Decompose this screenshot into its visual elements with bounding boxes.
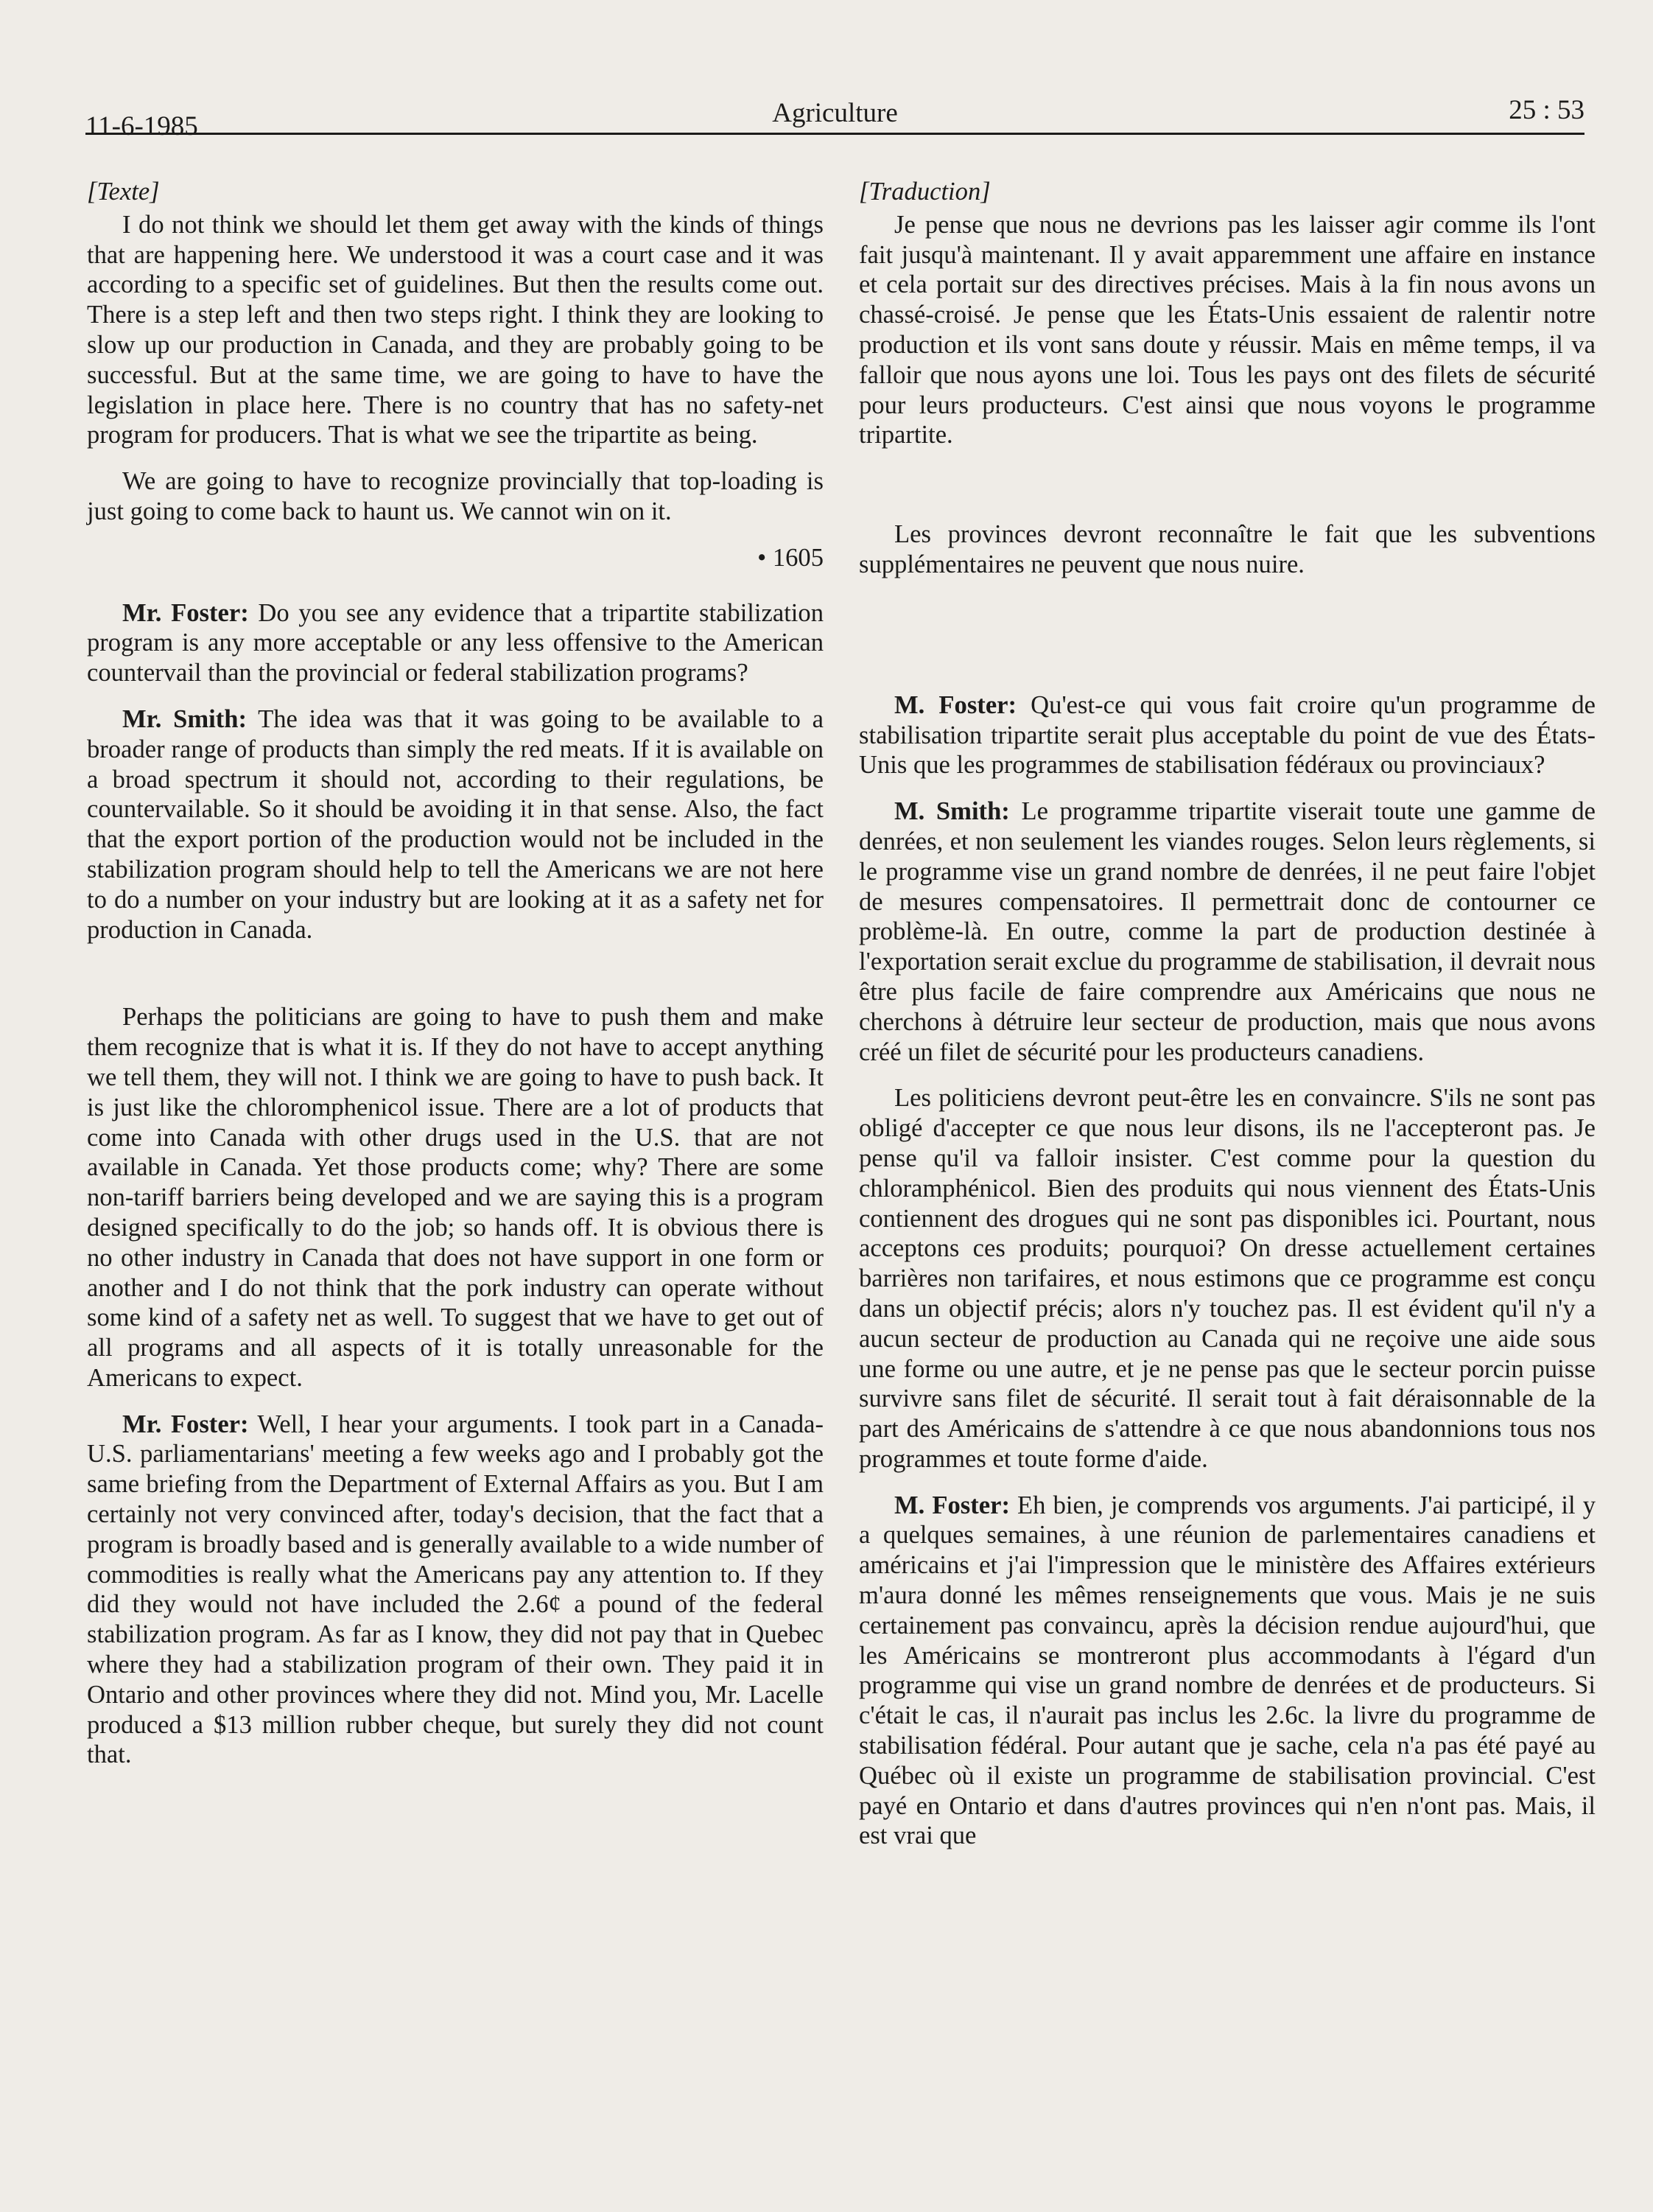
paragraph: Les provinces devront reconnaître le fait que les subventions supplémentaires ne peuvent que nous nuire. bbox=[859, 520, 1596, 578]
speech-text: Well, I hear your arguments. I took part in a Canada-U.S. parliamentarians' meeting a few weeks ago and I probably got the same briefing from the Department of External Affairs as you. But I am certainly not very convinced after, today's decision, that the fact that a program is broadly based and is generally available to a wide number of commodities is really what the Americans pay any attention to. If they did they would not have included the 2.6¢ a pound of the federal stabilization program. As far as I know, they did not pay that in Quebec where they had a stabilization program of their own. They paid it in Ontario and other provinces where they did not. Mind you, Mr. Lacelle produced a $13 million rubber cheque, but surely they did not count that. bbox=[87, 1410, 824, 1769]
speaker-name: M. Smith: bbox=[894, 797, 1010, 826]
speaker-name: Mr. Foster: bbox=[122, 1410, 249, 1438]
page-header bbox=[85, 94, 1584, 141]
speaker-paragraph bbox=[87, 1410, 824, 1771]
speaker-name: Mr. Smith: bbox=[122, 704, 248, 733]
speaker-paragraph bbox=[859, 690, 1596, 780]
section-tag: [Texte] bbox=[87, 178, 160, 206]
speaker-paragraph bbox=[87, 598, 824, 688]
english-column bbox=[87, 177, 824, 1786]
paragraph: Les politiciens devront peut-être les en convaincre. S'ils ne sont pas obligé d'accepter ce que nous leur disons, ils ne l'accepteront pas. Je pense qu'il va falloir insister. C'est comme pour la question du chloramphénicol. Bien des produits qui nous viennent des États-Unis contiennent des drogues qui ne sont pas disponibles ici. Pourtant, nous acceptons ces produits; pourquoi? On dresse actuellement certaines barrières non tarifaires, et nous estimons que ce programme est conçu dans un objectif précis; alors n'y touchez pas. Il est évident qu'il n'y a aucun secteur de production au Canada qui ne reçoive une aide sous une forme ou une autre, et je ne pense pas que le secteur porcin puisse survivre sans filet de sécurité. Il serait tout à fait déraisonnable de la part des Américains de s'attendre à ce que nous abandonnions tous nos programmes et toute forme d'aide. bbox=[859, 1084, 1596, 1473]
header-title: Agriculture bbox=[772, 98, 898, 128]
french-column bbox=[859, 177, 1596, 1867]
speech-text: Le programme tripartite viserait toute une gamme de denrées, et non seulement les viandes rouges. Selon leurs règlements, si le programme vise un grand nombre de denrées, il ne peut faire l'objet de mesures compensatoires. Il permettrait donc de contourner ce problème-là. En outre, comme la part de production destinée à l'exportation serait exclue du programme de stabilisation, il devrait nous être plus facile de faire comprendre aux Américains que nous ne cherchons à détruire leur secteur de production, mais que nous avons créé un filet de sécurité pour les producteurs canadiens. bbox=[859, 797, 1596, 1066]
time-marker: • 1605 bbox=[757, 543, 824, 572]
header-date: 11-6-1985 bbox=[85, 111, 198, 141]
speech-text: Eh bien, je comprends vos arguments. J'ai participé, il y a quelques semaines, à une réunion de parlementaires canadiens et américains et j'ai l'impression que le ministère des Affaires extérieurs m'aura donné les mêmes renseignements que vous. Mais je ne suis certainement pas convaincu, après la décision rendue aujourd'hui, que les Américains se montreront plus accommodants à l'égard d'un programme qui vise un grand nombre de denrées et de producteurs. Si c'était le cas, il n'aurait pas inclus les 2.6c. la livre du programme de stabilisation fédéral. Pour autant que je sache, cela n'a pas été payé au Québec où il existe un programme de stabilisation provincial. C'est payé en Ontario et dans d'autres provinces qui n'en n'ont pas. Mais, il est vrai que bbox=[859, 1491, 1596, 1850]
paragraph: I do not think we should let them get away with the kinds of things that are happening here. We understood it was a court case and it was according to a specific set of guidelines. But then the results come out. There is a step left and then two steps right. I think they are looking to slow up our production in Canada, and they are probably going to be successful. But at the same time, we are going to have to have the legislation in place here. There is no country that has no safety-net program for producers. That is what we see the tripartite as being. bbox=[87, 210, 824, 449]
speaker-name: M. Foster: bbox=[894, 690, 1017, 719]
speaker-paragraph bbox=[859, 1491, 1596, 1852]
speaker-paragraph bbox=[87, 704, 824, 945]
speaker-name: Mr. Foster: bbox=[122, 598, 249, 627]
section-tag: [Traduction] bbox=[859, 178, 991, 206]
spacer bbox=[859, 466, 1596, 519]
paragraph: Perhaps the politicians are going to have to push them and make them recognize that is what it is. If they do not have to accept anything we tell them, they will not. I think we are going to have to push back. It is just like the chloromphenicol issue. There are a lot of products that come into Canada with other drugs used in the U.S. that are not available in Canada. Yet those products come; why? There are some non-tariff barriers being developed and we are saying this is a program designed specifically to do the job; so hands off. It is obvious there is no other industry in Canada that does not have support in one form or another and I do not think that the pork industry can operate without some kind of a safety net as well. To suggest that we have to get out of all programs and all aspects of it is totally unreasonable for the Americans to expect. bbox=[87, 1003, 824, 1392]
header-page-number: 25 : 53 bbox=[1509, 95, 1584, 125]
spacer bbox=[87, 961, 824, 1002]
speech-text: Qu'est-ce qui vous fait croire qu'un programme de stabilisation tripartite serait plus acceptable du point de vue des États-Unis que les programmes de stabilisation fédéraux ou provinciaux? bbox=[859, 690, 1596, 780]
spacer bbox=[859, 596, 1596, 649]
speech-text: Do you see any evidence that a tripartite stabilization program is any more acceptable or any less offensive to the American countervail than the provincial or federal stabilization programs? bbox=[87, 598, 824, 687]
paragraph: Je pense que nous ne devrions pas les laisser agir comme ils l'ont fait jusqu'à maintenant. Il y avait apparemment une affaire en instance et cela portait sur des directives précises. Mais à la fin nous avons un chassé-croisé. Je pense que les États-Unis essaient de ralentir notre production et ils vont sans doute y réussir. Mais en même temps, il va falloir que nous ayons une loi. Tous les pays ont des filets de sécurité pour leurs producteurs. C'est ainsi que nous voyons le programme tripartite. bbox=[859, 210, 1596, 449]
spacer bbox=[859, 649, 1596, 690]
speaker-name: M. Foster: bbox=[894, 1491, 1010, 1519]
speech-text: The idea was that it was going to be available to a broader range of products than simply the red meats. If it is available on a broad spectrum it should not, according to their regulations, be countervailable. So it should be avoiding it in that sense. Also, the fact that the export portion of the production would not be included in the stabilization program should help to tell the Americans we are not here to do a number on your industry but are looking at it as a safety net for production in Canada. bbox=[87, 704, 824, 944]
speaker-paragraph bbox=[859, 797, 1596, 1067]
paragraph: We are going to have to recognize provincially that top-loading is just going to come back to haunt us. We cannot win on it. bbox=[87, 467, 824, 525]
